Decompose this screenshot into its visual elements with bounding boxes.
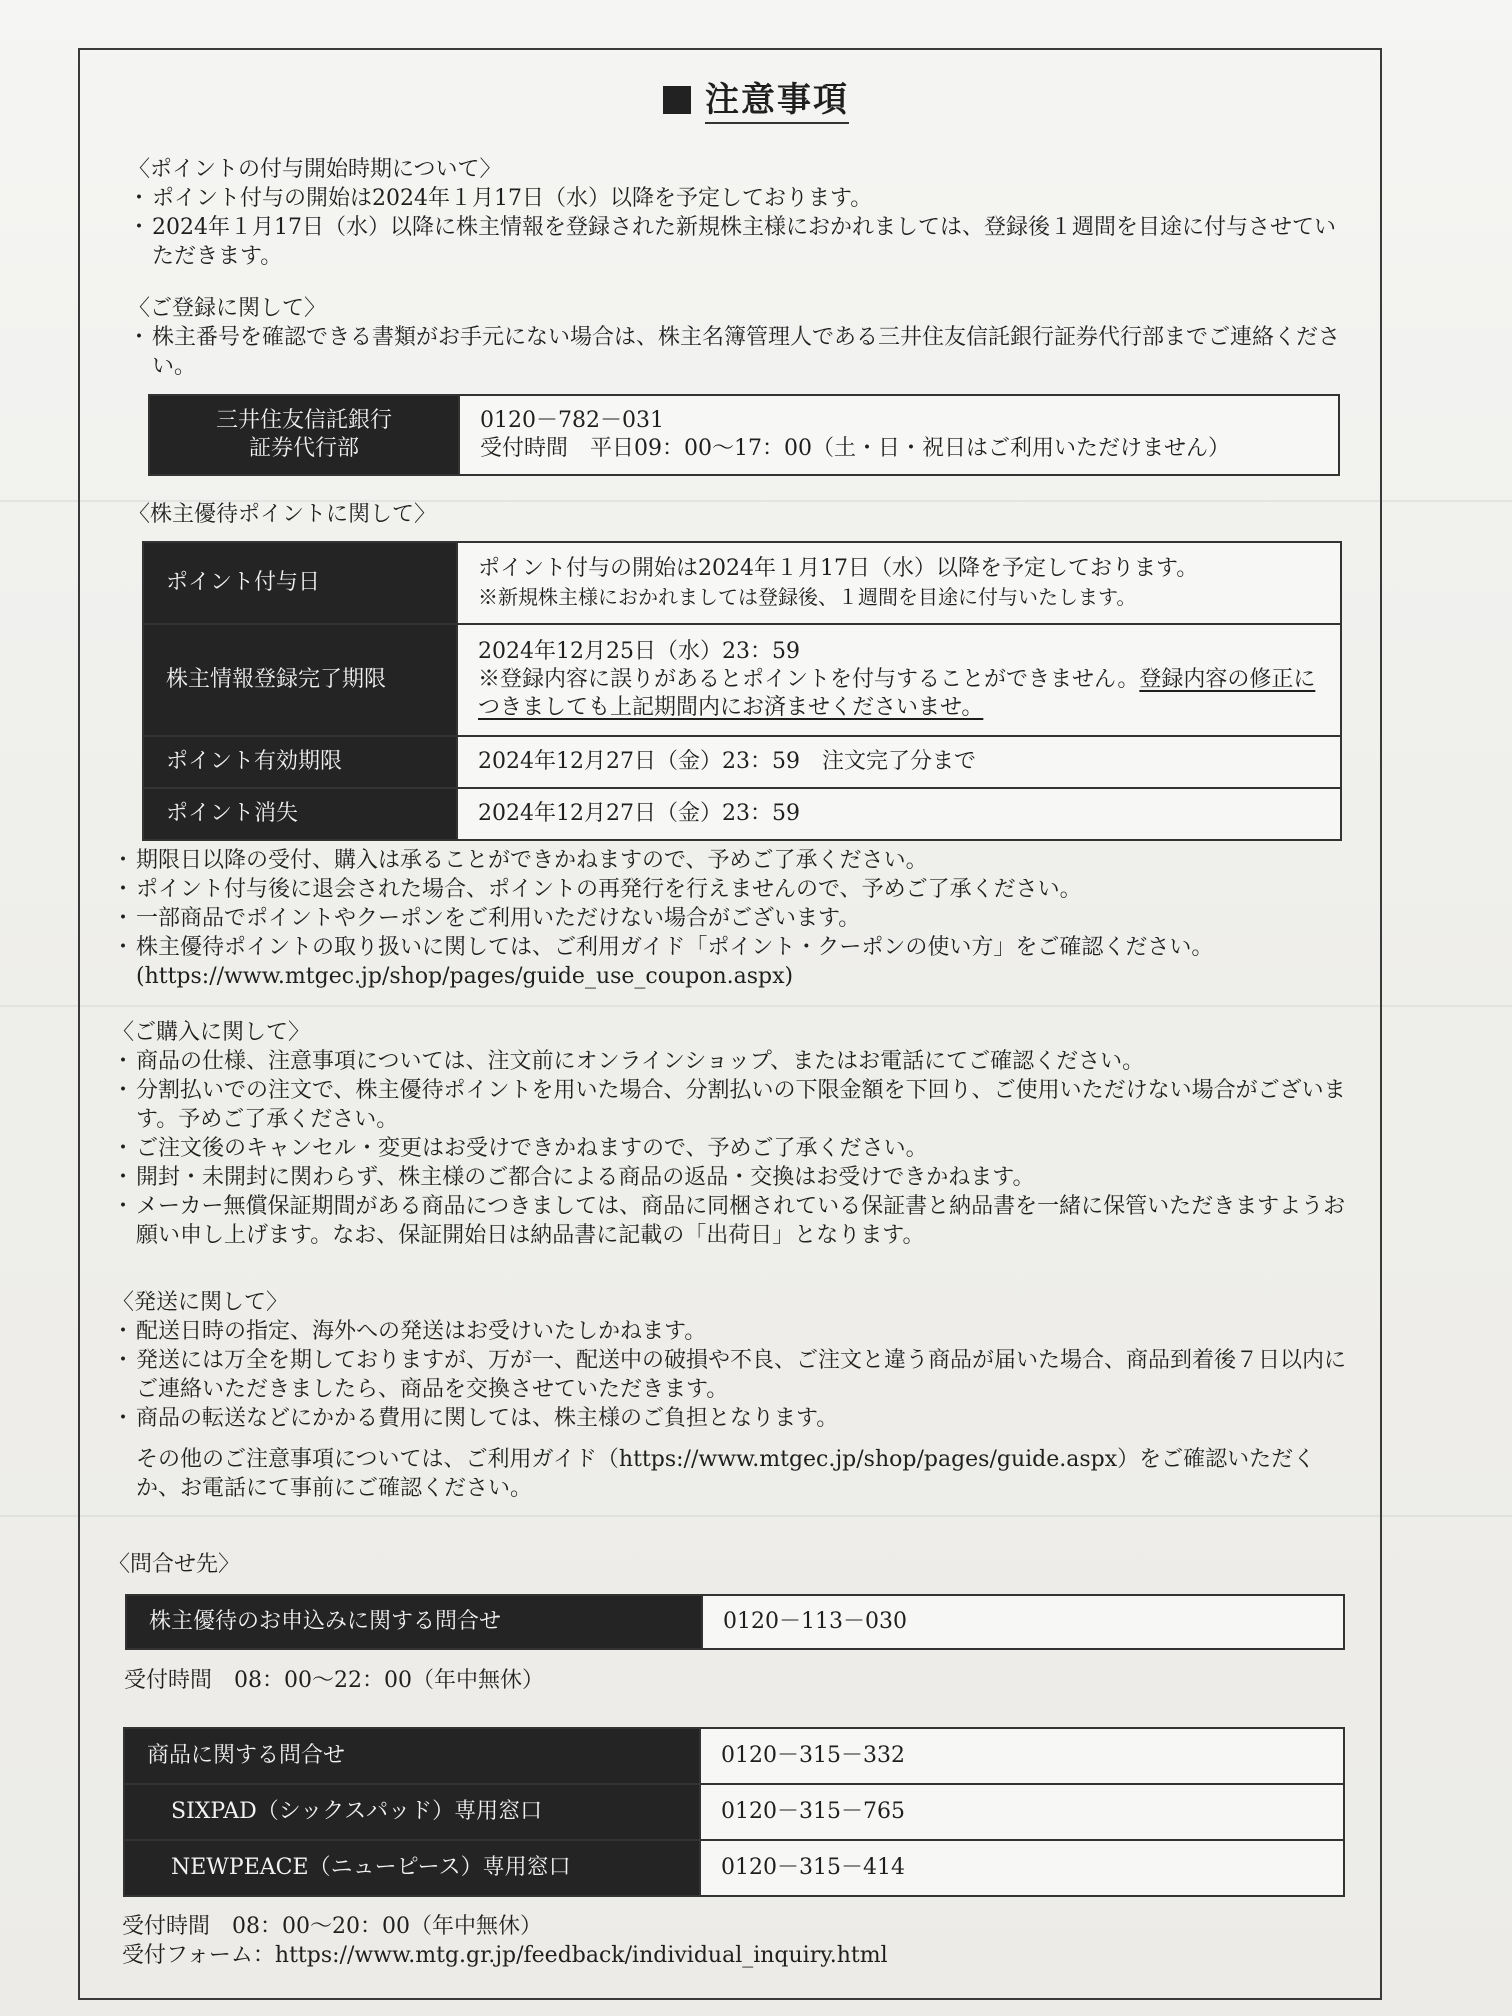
- points-notes: [112, 846, 1352, 991]
- agent-contact-cell: [459, 395, 1339, 475]
- section-heading: 〈ご登録に関して〉: [128, 296, 327, 321]
- section-heading: 〈株主優待ポイントに関して〉: [128, 502, 437, 527]
- points-key-registration-deadline: 株主情報登録完了期限: [143, 624, 457, 736]
- application-hours: 受付時間 08：00～22：00（年中無休）: [124, 1668, 544, 1693]
- section-heading-contact: [108, 1550, 240, 1579]
- inquiry-form-url[interactable]: 受付フォーム：https://www.mtg.gr.jp/feedback/individual_inquiry.html: [122, 1943, 888, 1968]
- sixpad-contact-label: SIXPAD（シックスパッド）専用窓口: [124, 1784, 700, 1840]
- agent-name-cell: 三井住友信託銀行 証券代行部: [149, 395, 459, 475]
- newpeace-contact-phone: 0120－315－414: [700, 1840, 1344, 1896]
- list-item: ・ メーカー無償保証期間がある商品につきましては、商品に同梱されている保証書と納品書を一緒に保管いただきますようお願い申し上げます。なお、保証開始日は納品書に記載の「出荷日」となります。: [112, 1192, 1352, 1250]
- section-heading: 〈問合せ先〉: [108, 1552, 241, 1577]
- list-item: ・ ポイント付与後に退会された場合、ポイントの再発行を行えませんので、予めご了承ください。: [112, 875, 1352, 904]
- points-key-lapse: ポイント消失: [143, 788, 457, 840]
- value-line: ポイント付与の開始は2024年１月17日（水）以降を予定しております。: [478, 556, 1199, 581]
- section-heading-points: [128, 500, 436, 529]
- section-heading: 〈ご購入に関して〉: [112, 1020, 311, 1045]
- value-note: ※登録内容に誤りがあるとポイントを付与することができません。: [478, 667, 1140, 692]
- points-table: [142, 541, 1342, 841]
- agent-phone: 0120－782－031: [480, 408, 664, 433]
- list-item: ・ 発送には万全を期しておりますが、万が一、配送中の破損や不良、ご注文と違う商品が届いた場合、商品到着後７日以内にご連絡いただきましたら、商品を交換させていただきます。: [112, 1346, 1352, 1404]
- newpeace-contact-label: NEWPEACE（ニューピース）専用窓口: [124, 1840, 700, 1896]
- list-item: ・ 商品の転送などにかかる費用に関しては、株主様のご負担となります。: [112, 1404, 1352, 1433]
- product-contact-table: [123, 1727, 1345, 1897]
- list-item: ・ 株主優待ポイントの取り扱いに関しては、ご利用ガイド「ポイント・クーポンの使い方」をご確認ください。: [112, 933, 1352, 962]
- list-item: ・ 分割払いでの注文で、株主優待ポイントを用いた場合、分割払いの下限金額を下回り、ご使用いただけない場合がございます。予めご了承ください。: [112, 1076, 1352, 1134]
- points-key-grant-date: ポイント付与日: [143, 542, 457, 624]
- list-item: ・ 期限日以降の受付、購入は承ることができかねますので、予めご了承ください。: [112, 846, 1352, 875]
- points-value-lapse: 2024年12月27日（金）23：59: [457, 788, 1341, 840]
- product-hours: 受付時間 08：00～20：00（年中無休）: [122, 1914, 542, 1939]
- points-key-expiry: ポイント有効期限: [143, 736, 457, 788]
- application-contact-table: [125, 1594, 1345, 1650]
- product-contact-info: [122, 1912, 1342, 1970]
- list-item: ・ 開封・未開封に関わらず、株主様のご都合による商品の返品・交換はお受けできかねます。: [112, 1163, 1352, 1192]
- application-contact-label: 株主優待のお申込みに関する問合せ: [126, 1595, 702, 1649]
- coupon-guide-url[interactable]: (https://www.mtgec.jp/shop/pages/guide_use_coupon.aspx): [136, 964, 794, 989]
- list-item: ・ 商品の仕様、注意事項については、注文前にオンラインショップ、またはお電話にてご確認ください。: [112, 1047, 1352, 1076]
- list-item: ・ ポイント付与の開始は2024年１月17日（水）以降を予定しております。: [128, 184, 1348, 213]
- section-heading: 〈ポイントの付与開始時期について〉: [128, 157, 502, 182]
- guide-note: その他のご注意事項については、ご利用ガイド（https://www.mtgec.jp/shop/pages/guide.aspx）をご確認いただくか、お電話にて事前にご確認ください。: [136, 1447, 1316, 1501]
- black-square-icon: [663, 86, 691, 114]
- list-item: ・ 2024年１月17日（水）以降に株主情報を登録された新規株主様におかれましては、登録後１週間を目途に付与させていただきます。: [128, 213, 1348, 271]
- product-contact-phone: 0120－315－332: [700, 1728, 1344, 1784]
- section-shipping: [112, 1288, 1352, 1503]
- list-item: ・ 一部商品でポイントやクーポンをご利用いただけない場合がございます。: [112, 904, 1352, 933]
- section-heading: 〈発送に関して〉: [112, 1290, 289, 1315]
- transfer-agent-table: [148, 394, 1340, 476]
- value-note: ※新規株主様におかれましては登録後、１週間を目途に付与いたします。: [478, 585, 1137, 609]
- list-item: ・ ご注文後のキャンセル・変更はお受けできかねますので、予めご了承ください。: [112, 1134, 1352, 1163]
- section-purchase: [112, 1018, 1352, 1250]
- section-registration: [128, 294, 1348, 381]
- application-contact-phone: 0120－113－030: [702, 1595, 1344, 1649]
- points-value-grant-date: [457, 542, 1341, 624]
- value-line: 2024年12月25日（水）23：59: [478, 639, 800, 664]
- agent-hours: 受付時間 平日09：00～17：00（土・日・祝日はご利用いただけません）: [480, 436, 1230, 461]
- points-value-registration-deadline: [457, 624, 1341, 736]
- points-value-expiry: 2024年12月27日（金）23：59 注文完了分まで: [457, 736, 1341, 788]
- list-item: ・ 株主番号を確認できる書類がお手元にない場合は、株主名簿管理人である三井住友信託銀行証券代行部までご連絡ください。: [128, 323, 1348, 381]
- product-contact-label: 商品に関する問合せ: [124, 1728, 700, 1784]
- value-note-underlined: 登録内容の修正につきましても上記期間内にお済ませくださいませ。: [478, 667, 1316, 720]
- sixpad-contact-phone: 0120－315－765: [700, 1784, 1344, 1840]
- page-title: 注意事項: [0, 72, 1512, 121]
- list-item: ・ 配送日時の指定、海外への発送はお受けいたしかねます。: [112, 1317, 1352, 1346]
- section-point-start: [128, 155, 1348, 271]
